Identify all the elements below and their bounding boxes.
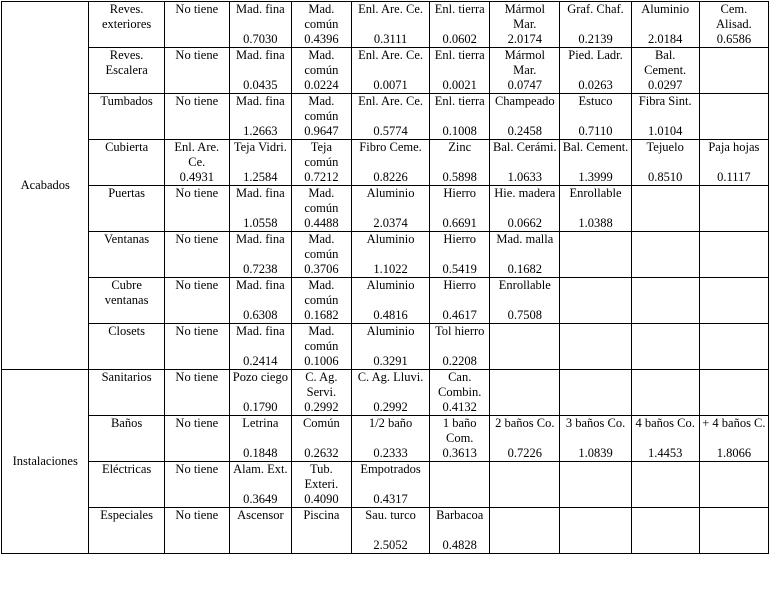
item-label: Tumbados	[89, 94, 164, 140]
option-label: + 4 baños C.	[699, 416, 768, 447]
group-label: Acabados	[2, 2, 89, 370]
option-label	[560, 508, 631, 539]
option-label	[490, 508, 560, 539]
option-label: 1 baño Com.	[430, 416, 490, 447]
option-value	[430, 492, 490, 508]
option-label	[631, 324, 699, 355]
option-value: 0.6586	[699, 32, 768, 48]
option-label: No tiene	[164, 508, 229, 539]
option-value: 1.8066	[699, 446, 768, 462]
option-value	[699, 538, 768, 554]
option-value	[164, 492, 229, 508]
option-label: No tiene	[164, 278, 229, 309]
option-label: Enl. Are. Ce.	[164, 140, 229, 171]
option-value	[699, 308, 768, 324]
option-label: Piscina	[291, 508, 351, 539]
option-label	[560, 232, 631, 263]
option-label	[490, 324, 560, 355]
option-label: Mad. fina	[229, 2, 291, 33]
option-label: Aluminio	[351, 278, 429, 309]
option-label: Hierro	[430, 186, 490, 217]
item-label: Puertas	[89, 186, 164, 232]
item-label: Reves. exteriores	[89, 2, 164, 48]
option-value	[560, 400, 631, 416]
option-value: 0.3111	[351, 32, 429, 48]
option-value: 0.0602	[430, 32, 490, 48]
option-label: Tol hierro	[430, 324, 490, 355]
option-label: Tub. Exteri.	[291, 462, 351, 493]
option-value	[631, 400, 699, 416]
option-label: Mad. fina	[229, 48, 291, 79]
option-value: 0.3706	[291, 262, 351, 278]
option-value: 1.3999	[560, 170, 631, 186]
option-value: 0.2414	[229, 354, 291, 370]
option-label: Mad. común	[291, 94, 351, 125]
option-value: 0.7508	[490, 308, 560, 324]
option-value	[164, 308, 229, 324]
option-value	[631, 492, 699, 508]
option-label	[699, 186, 768, 217]
option-label: 1/2 baño	[351, 416, 429, 447]
option-label: No tiene	[164, 232, 229, 263]
option-value	[164, 354, 229, 370]
option-value: 0.4931	[164, 170, 229, 186]
option-value: 2.0374	[351, 216, 429, 232]
option-value	[490, 354, 560, 370]
option-value: 0.9647	[291, 124, 351, 140]
option-value: 0.4828	[430, 538, 490, 554]
option-value	[699, 400, 768, 416]
option-label: Mad. fina	[229, 94, 291, 125]
option-label: Champeado	[490, 94, 560, 125]
option-value	[164, 124, 229, 140]
option-label	[560, 324, 631, 355]
option-value	[164, 216, 229, 232]
option-label	[699, 370, 768, 401]
item-label: Cubierta	[89, 140, 164, 186]
option-value: 0.1682	[291, 308, 351, 324]
option-label: Estuco	[560, 94, 631, 125]
option-label: 4 baños Co.	[631, 416, 699, 447]
option-value: 0.0071	[351, 78, 429, 94]
option-label	[699, 278, 768, 309]
item-label: Closets	[89, 324, 164, 370]
option-value	[164, 78, 229, 94]
option-label: C. Ag. Lluvi.	[351, 370, 429, 401]
option-value: 0.1117	[699, 170, 768, 186]
option-label: Graf. Chaf.	[560, 2, 631, 33]
option-label: Bal. Cement.	[560, 140, 631, 171]
option-value: 0.4317	[351, 492, 429, 508]
option-label: Enrollable	[560, 186, 631, 217]
option-label: Mad. común	[291, 186, 351, 217]
option-value: 0.6308	[229, 308, 291, 324]
option-label: Mad. malla	[490, 232, 560, 263]
option-label: No tiene	[164, 370, 229, 401]
option-label: Barbacoa	[430, 508, 490, 539]
option-value: 0.4396	[291, 32, 351, 48]
option-value	[490, 400, 560, 416]
option-label: Aluminio	[351, 186, 429, 217]
option-label: Mad. fina	[229, 278, 291, 309]
option-value: 0.1682	[490, 262, 560, 278]
option-value: 0.2992	[351, 400, 429, 416]
option-value: 0.2139	[560, 32, 631, 48]
option-value: 0.0747	[490, 78, 560, 94]
option-value	[560, 354, 631, 370]
option-value	[490, 492, 560, 508]
option-label	[699, 462, 768, 493]
table-row	[2, 140, 769, 171]
option-label: Fibro Ceme.	[351, 140, 429, 171]
table-row	[2, 462, 769, 493]
option-value: 0.0021	[430, 78, 490, 94]
item-label: Ventanas	[89, 232, 164, 278]
item-label: Cubre ventanas	[89, 278, 164, 324]
table-row	[2, 94, 769, 125]
table-row	[2, 48, 769, 79]
option-label: Empotrados	[351, 462, 429, 493]
option-label: Mad. común	[291, 232, 351, 263]
option-value: 2.5052	[351, 538, 429, 554]
option-value	[560, 538, 631, 554]
option-label: No tiene	[164, 324, 229, 355]
option-label: C. Ag. Servi.	[291, 370, 351, 401]
option-label: Bal. Cerámi.	[490, 140, 560, 171]
option-label: Mad. común	[291, 278, 351, 309]
option-value: 0.7110	[560, 124, 631, 140]
option-value: 0.7226	[490, 446, 560, 462]
table-row	[2, 232, 769, 263]
option-label: Enrollable	[490, 278, 560, 309]
option-value: 0.2333	[351, 446, 429, 462]
option-label: No tiene	[164, 186, 229, 217]
option-value	[229, 538, 291, 554]
option-label	[560, 370, 631, 401]
option-value	[699, 262, 768, 278]
option-value	[699, 492, 768, 508]
option-label: Mad. común	[291, 324, 351, 355]
option-value: 0.6691	[430, 216, 490, 232]
option-label: Común	[291, 416, 351, 447]
option-value	[631, 262, 699, 278]
option-label: Enl. tierra	[430, 2, 490, 33]
option-value: 0.0662	[490, 216, 560, 232]
option-value	[631, 538, 699, 554]
option-label: Enl. Are. Ce.	[351, 2, 429, 33]
option-label: Cem. Alisad.	[699, 2, 768, 33]
option-value: 1.0388	[560, 216, 631, 232]
option-label: Hierro	[430, 278, 490, 309]
option-value: 0.4132	[430, 400, 490, 416]
option-label: Letrina	[229, 416, 291, 447]
option-value: 0.2632	[291, 446, 351, 462]
option-value: 0.7238	[229, 262, 291, 278]
option-label: Mármol Mar.	[490, 48, 560, 79]
option-label: Hie. madera	[490, 186, 560, 217]
option-label	[631, 232, 699, 263]
option-value	[699, 124, 768, 140]
option-value: 0.4816	[351, 308, 429, 324]
option-label	[631, 370, 699, 401]
option-value: 0.7212	[291, 170, 351, 186]
option-value	[631, 216, 699, 232]
option-label: Paja hojas	[699, 140, 768, 171]
option-label: No tiene	[164, 462, 229, 493]
option-label: Pied. Ladr.	[560, 48, 631, 79]
option-label: Enl. Are. Ce.	[351, 48, 429, 79]
option-value	[631, 354, 699, 370]
option-label: Aluminio	[631, 2, 699, 33]
option-value: 0.8226	[351, 170, 429, 186]
option-value	[164, 262, 229, 278]
option-label: Teja común	[291, 140, 351, 171]
option-value: 0.1848	[229, 446, 291, 462]
option-label: Enl. tierra	[430, 94, 490, 125]
option-label: Mármol Mar.	[490, 2, 560, 33]
table-row	[2, 278, 769, 309]
option-value: 2.0174	[490, 32, 560, 48]
option-value: 1.4453	[631, 446, 699, 462]
option-value: 1.0839	[560, 446, 631, 462]
option-label	[699, 232, 768, 263]
option-value: 0.4617	[430, 308, 490, 324]
option-value: 0.2992	[291, 400, 351, 416]
option-label	[631, 508, 699, 539]
option-value: 1.0633	[490, 170, 560, 186]
valuation-table	[1, 1, 769, 554]
option-value	[699, 78, 768, 94]
option-label: No tiene	[164, 416, 229, 447]
option-label: Can. Combin.	[430, 370, 490, 401]
option-label: Mad. común	[291, 48, 351, 79]
option-label: Bal. Cement.	[631, 48, 699, 79]
option-label: Enl. tierra	[430, 48, 490, 79]
option-value	[291, 538, 351, 554]
option-label: 3 baños Co.	[560, 416, 631, 447]
option-value	[699, 216, 768, 232]
item-label: Baños	[89, 416, 164, 462]
option-label: Hierro	[430, 232, 490, 263]
option-label: Aluminio	[351, 232, 429, 263]
option-value	[164, 32, 229, 48]
option-label: Alam. Ext.	[229, 462, 291, 493]
option-label: Mad. común	[291, 2, 351, 33]
option-label: Teja Vidri.	[229, 140, 291, 171]
item-label: Especiales	[89, 508, 164, 554]
option-label: Enl. Are. Ce.	[351, 94, 429, 125]
option-value: 0.8510	[631, 170, 699, 186]
option-label	[631, 186, 699, 217]
table-row	[2, 370, 769, 401]
option-label: Mad. fina	[229, 232, 291, 263]
option-value: 0.2208	[430, 354, 490, 370]
option-value	[490, 538, 560, 554]
table-row	[2, 416, 769, 447]
option-value: 0.4488	[291, 216, 351, 232]
option-label	[631, 278, 699, 309]
option-value: 0.0263	[560, 78, 631, 94]
option-label: Fibra Sint.	[631, 94, 699, 125]
option-label	[430, 462, 490, 493]
option-label: Zinc	[430, 140, 490, 171]
option-value: 2.0184	[631, 32, 699, 48]
table-row	[2, 2, 769, 33]
option-value: 0.1008	[430, 124, 490, 140]
option-label	[699, 324, 768, 355]
option-label: Pozo ciego	[229, 370, 291, 401]
option-value	[164, 538, 229, 554]
option-label: No tiene	[164, 94, 229, 125]
option-label	[631, 462, 699, 493]
option-value	[699, 354, 768, 370]
option-value	[164, 446, 229, 462]
option-label: Sau. turco	[351, 508, 429, 539]
table-row	[2, 508, 769, 539]
option-label	[490, 370, 560, 401]
option-label: No tiene	[164, 2, 229, 33]
option-label	[490, 462, 560, 493]
option-value: 1.0104	[631, 124, 699, 140]
option-value: 0.0297	[631, 78, 699, 94]
option-value: 0.0224	[291, 78, 351, 94]
option-value: 0.3649	[229, 492, 291, 508]
group-label: Instalaciones	[2, 370, 89, 554]
option-value: 0.7030	[229, 32, 291, 48]
option-value: 0.4090	[291, 492, 351, 508]
option-value	[560, 262, 631, 278]
option-value: 1.1022	[351, 262, 429, 278]
option-value	[164, 400, 229, 416]
option-value	[560, 308, 631, 324]
option-value: 0.0435	[229, 78, 291, 94]
item-label: Reves. Escalera	[89, 48, 164, 94]
option-value: 0.5898	[430, 170, 490, 186]
option-value	[631, 308, 699, 324]
option-value: 0.1790	[229, 400, 291, 416]
option-label: Ascensor	[229, 508, 291, 539]
option-label: No tiene	[164, 48, 229, 79]
option-label: Tejuelo	[631, 140, 699, 171]
option-label	[699, 508, 768, 539]
table-row	[2, 186, 769, 217]
option-value: 0.5774	[351, 124, 429, 140]
option-value: 0.3291	[351, 354, 429, 370]
option-value: 1.2663	[229, 124, 291, 140]
option-value: 0.5419	[430, 262, 490, 278]
option-label	[560, 462, 631, 493]
option-label	[699, 94, 768, 125]
option-label: Mad. fina	[229, 324, 291, 355]
option-label	[560, 278, 631, 309]
option-value: 0.1006	[291, 354, 351, 370]
option-label	[699, 48, 768, 79]
option-value	[560, 492, 631, 508]
item-label: Eléctricas	[89, 462, 164, 508]
option-label: 2 baños Co.	[490, 416, 560, 447]
option-value: 0.2458	[490, 124, 560, 140]
option-value: 1.2584	[229, 170, 291, 186]
option-label: Aluminio	[351, 324, 429, 355]
option-value: 1.0558	[229, 216, 291, 232]
item-label: Sanitarios	[89, 370, 164, 416]
table-row	[2, 324, 769, 355]
option-value: 0.3613	[430, 446, 490, 462]
option-label: Mad. fina	[229, 186, 291, 217]
